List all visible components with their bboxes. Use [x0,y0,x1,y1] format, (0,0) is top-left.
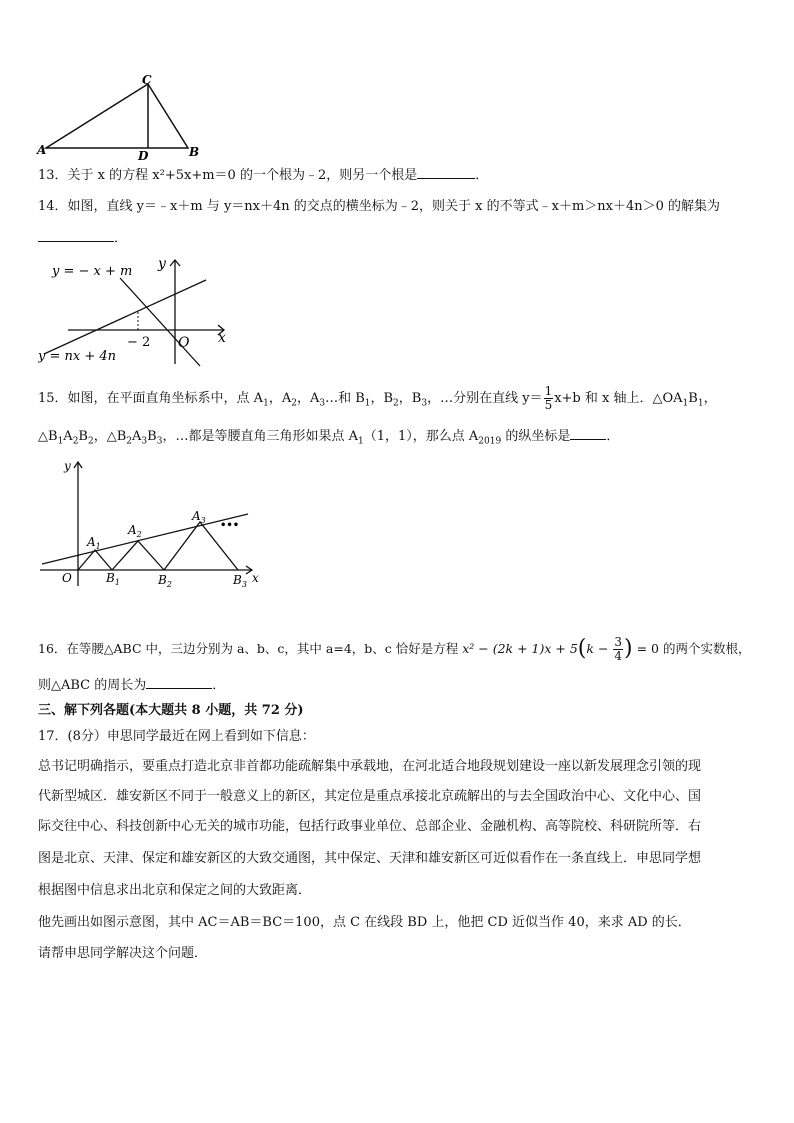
q15-answer-blank[interactable] [570,427,606,440]
label-x: x [252,571,259,585]
q17-para-text-2: 代新型城区．雄安新区不同于一般意义上的新区，其定位是重点承接北京疏解出的与去全国政治中心、文化中心、国 [38,789,702,804]
line-y-minus-x-plus-m [120,278,200,366]
label-b1: $B_1$ [106,571,120,587]
question-17-line-1 [38,728,315,746]
q15-s5: 2 [393,398,399,409]
label-minus-2: − 2 [127,335,151,350]
q13-end: ． [475,168,489,183]
q15-t8: x+b 和 x 轴上．△OA [554,391,683,406]
label-y: y [64,459,71,473]
question-14-line-1 [38,198,720,216]
q17-para-line-3 [38,818,701,836]
label-c: C [142,74,152,87]
q15-t2: ，A [268,391,292,406]
q15-l2s1: 1 [57,436,64,447]
q13-answer-blank[interactable] [417,166,475,179]
q15-l2s6: 3 [156,436,163,447]
q17-after-text-2: 请帮申思同学解决这个问题． [38,946,208,961]
q16-frac-num: 3 [614,635,623,649]
q13-equation: x²+5x+m＝0 [152,168,236,183]
q15-l2s7: 1 [357,436,364,447]
q16-t1: 16．在等腰△ABC 中，三边分别为 a、b、c，其中 a=4，b、c 恰好是方程 [38,641,463,656]
q16-line2: 则△ABC 的周长为 [38,678,147,693]
q15-t10: ， [703,391,717,406]
q17-para-line-4 [38,850,701,868]
q15-s4: 1 [364,398,371,409]
q16-fraction [613,636,623,663]
q15-l2b: A [63,429,73,444]
q16-paren-open: ( [577,636,587,661]
q15-l2s3: 2 [87,436,94,447]
q15-l2h: （1，1），那么点 A [363,429,479,444]
q17-after-line-1 [38,914,691,932]
q15-l2s8: 2019 [478,436,502,447]
q17-para-text-4: 图是北京、天津、保定和雄安新区的大致交通图，其中保定、天津和雄安新区可近似看作在一条直线上．申思同学想 [38,851,702,866]
q15-l2s2: 2 [72,436,79,447]
label-line-1: y = − x + m [52,264,133,279]
label-b2: $B_2$ [158,573,172,589]
q15-t1: 15．如图，在平面直角坐标系中，点 A [38,391,264,406]
q15-l2end: ． [606,429,620,444]
label-o: O [62,571,72,585]
q16-paren-close: ) [624,636,633,661]
q14-line-graph [38,254,234,370]
q15-s9: 1 [697,398,704,409]
q15-frac-den: 5 [544,398,553,412]
triangle-figure [34,74,209,160]
q15-s8: 1 [682,398,689,409]
q16-eq-2: k − [586,641,613,656]
question-15-line-1 [38,383,717,420]
question-16-line-2 [38,676,225,695]
label-b: B [189,145,200,159]
q15-frac-num: 1 [544,384,553,398]
q16-eq-3: = 0 [632,641,659,656]
line-y-fifth-x-plus-b [42,514,248,564]
q15-l2g: ，…都是等腰直角三角形如果点 A [162,429,358,444]
q15-t7: ，…分别在直线 y＝ [427,391,543,406]
question-16-line-1 [38,634,750,664]
q15-l2s5: 3 [141,436,148,447]
label-x: x [218,330,226,346]
q15-s1: 1 [263,398,269,409]
question-15-line-2 [38,427,619,451]
q17-para-text-1: 总书记明确指示，要重点打造北京非首都功能疏解集中承载地，在河北适合地段规划建设一座以新发展理念引领的现 [38,759,702,774]
section-3-heading-text: 三、解下列各题(本大题共 8 小题，共 72 分) [38,703,304,718]
q17-para-line-1 [38,758,701,776]
q17-para-text-3: 际交往中心、科技创新中心无关的城市功能，包括行政事业单位、总部企业、金融机构、高等院校、科研院所等．右 [38,819,702,834]
q15-t9: B [688,391,698,406]
triangle-1 [78,550,112,570]
label-a1: $A_1$ [87,535,101,551]
q14-answer-blank[interactable] [38,229,114,242]
triangle-abc [46,84,188,148]
q15-t5: ，B [370,391,394,406]
q15-s2: 2 [291,398,297,409]
question-14-line-2 [38,229,127,248]
section-3-heading [38,702,304,720]
q14-text: 14．如图，直线 y＝﹣x＋m 与 y＝nx＋4n 的交点的横坐标为﹣2，则关于 x 的不等式﹣x＋m＞nx＋4n＞0 的解集为 [38,199,721,214]
label-y: y [158,256,166,272]
label-b3: $B_3$ [233,573,247,589]
q15-s3: 3 [319,398,326,409]
q15-l2f: B [147,429,157,444]
q15-t4: …和 B [325,391,365,406]
q15-l2c: B [78,429,88,444]
label-a3: $A_3$ [192,509,206,525]
q15-t3: ，A [296,391,320,406]
q15-l2s4: 2 [126,436,133,447]
label-a: A [37,143,47,157]
q16-t2: 的两个实数根， [659,641,751,656]
q16-frac-den: 4 [614,649,623,663]
q15-s6: 3 [421,398,428,409]
ellipsis-dots: ••• [220,520,240,531]
q17-intro: 17．(8分）申思同学最近在网上看到如下信息： [38,729,315,744]
question-13 [38,166,488,185]
q15-l2a: △B [38,429,58,444]
q15-t6: ，B [398,391,422,406]
q15-l2e: A [132,429,142,444]
q15-figure [38,458,268,592]
label-d: D [138,149,149,160]
q17-para-line-5 [38,882,311,900]
q16-eq-1: x² − (2k + 1)x + 5 [462,641,578,656]
q15-fraction [544,385,554,412]
q15-l2d: ，△B [93,429,127,444]
label-line-2: y = nx + 4n [38,349,117,364]
q17-para-text-5: 根据图中信息求出北京和保定之间的大致距离． [38,883,312,898]
q16-answer-blank[interactable] [146,676,212,689]
q14-end: ． [114,231,128,246]
q17-para-line-2 [38,788,701,806]
q13-text-1: 13．关于 x 的方程 [38,168,153,183]
label-a2: $A_2$ [128,523,142,539]
q16-line2-end: ． [212,678,226,693]
q17-after-text-1: 他先画出如图示意图，其中 AC＝AB＝BC＝100，点 C 在线段 BD 上，他把 CD 近似当作 40，来求 AD 的长． [38,915,691,930]
q17-after-line-2 [38,945,207,963]
q15-l2i: 的纵坐标是 [501,429,571,444]
label-o: O [178,335,190,351]
q13-text-2: 的一个根为﹣2，则另一个根是 [235,168,418,183]
